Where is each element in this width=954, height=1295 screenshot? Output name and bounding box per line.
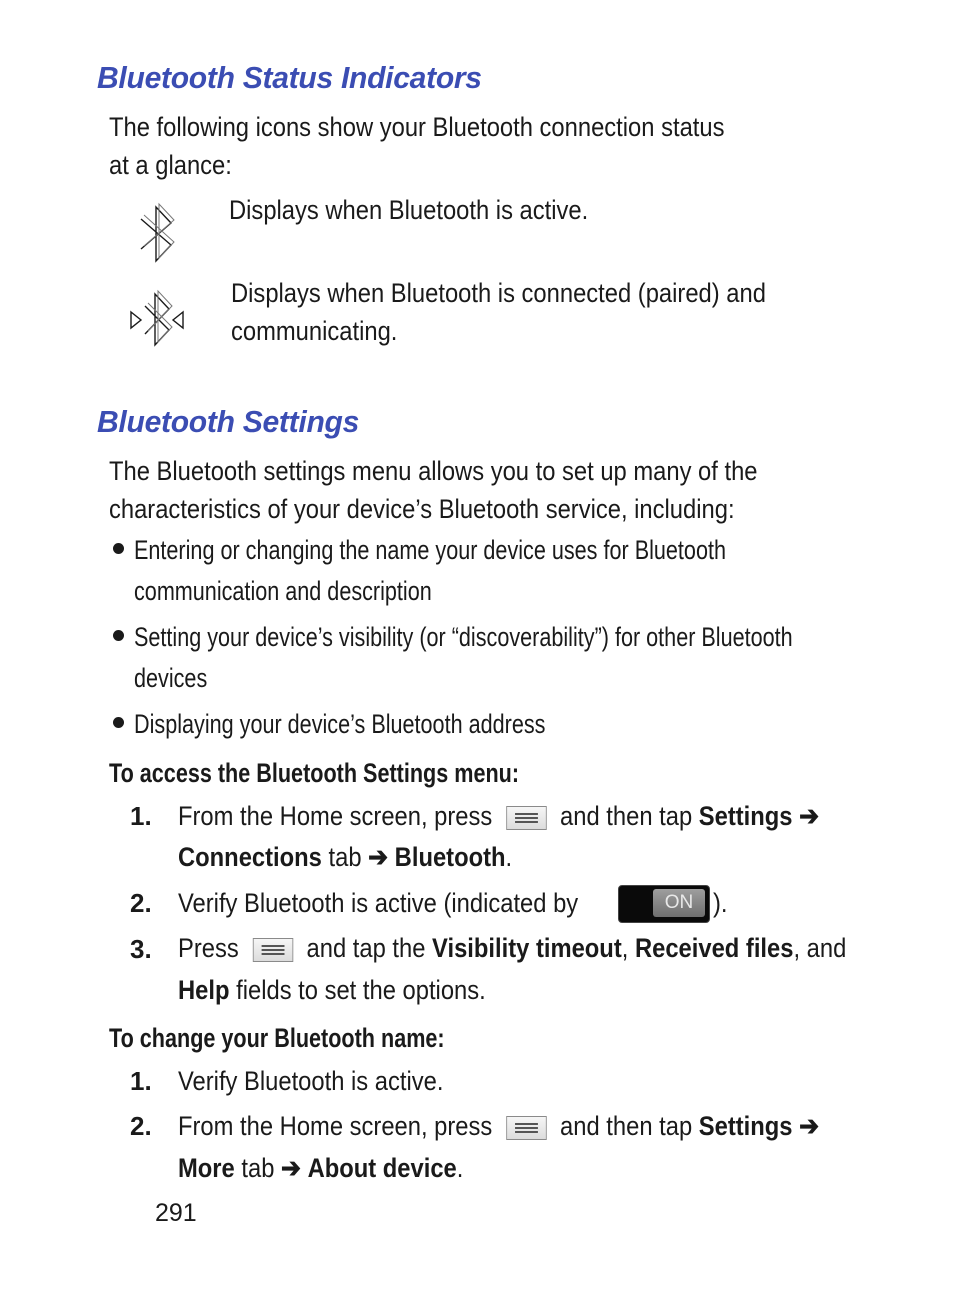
rename-procedure-lead: To change your Bluetooth name: [109, 1023, 445, 1053]
access-step-1-line-1: From the Home screen, press and then tap Settings ➔ [178, 801, 820, 831]
bullet-3-line-1: Displaying your device’s Bluetooth address [134, 709, 546, 739]
step-number: 1. [130, 801, 152, 831]
step-number: 1. [130, 1066, 152, 1096]
section-heading-status-indicators: Bluetooth Status Indicators [97, 60, 482, 95]
access-step-1-line-2: Connections tab ➔ Bluetooth. [178, 842, 513, 872]
bluetooth-connected-icon [127, 288, 187, 354]
step-number: 2. [130, 1111, 152, 1141]
bullet-2-line-1: Setting your device’s visibility (or “discoverability”) for other Bluetooth [134, 622, 793, 652]
rename-step-2-line-1: From the Home screen, press and then tap Settings ➔ [178, 1111, 820, 1141]
menu-key-icon [506, 806, 546, 830]
indicator-2-text-line-2: communicating. [231, 316, 398, 346]
access-step-2-text: Verify Bluetooth is active (indicated by [178, 888, 579, 918]
indicator-1-text: Displays when Bluetooth is active. [229, 195, 589, 225]
settings-intro-line-1: The Bluetooth settings menu allows you to set up many of the [109, 456, 758, 486]
menu-key-icon [506, 1116, 546, 1140]
bluetooth-on-toggle-icon [618, 885, 710, 923]
access-step-3-line-1: Press and tap the Visibility timeout, Received files, and [178, 933, 847, 963]
bullet-2-line-2: devices [134, 663, 208, 693]
rename-step-2-line-2: More tab ➔ About device. [178, 1153, 464, 1183]
access-procedure-lead: To access the Bluetooth Settings menu: [109, 758, 520, 788]
bullet-icon [113, 630, 124, 641]
bullet-icon [113, 717, 124, 728]
section-heading-bluetooth-settings: Bluetooth Settings [97, 404, 360, 439]
toggle-label: ON [653, 889, 705, 917]
indicator-2-text-line-1: Displays when Bluetooth is connected (paired) and [231, 278, 766, 308]
bullet-1-line-2: communication and description [134, 576, 432, 606]
page-number: 291 [155, 1199, 197, 1227]
step-number: 3. [130, 934, 152, 964]
bullet-icon [113, 543, 124, 554]
bullet-1-line-1: Entering or changing the name your device uses for Bluetooth [134, 535, 726, 565]
settings-intro-line-2: characteristics of your device’s Bluetooth service, including: [109, 494, 735, 524]
bluetooth-active-icon [135, 201, 179, 267]
intro-line-2: at a glance: [109, 150, 232, 180]
intro-line-1: The following icons show your Bluetooth connection status [109, 112, 725, 142]
step-number: 2. [130, 888, 152, 918]
access-step-2-close: ). [713, 888, 728, 918]
menu-key-icon [252, 938, 292, 962]
access-step-3-line-2: Help fields to set the options. [178, 975, 486, 1005]
rename-step-1-text: Verify Bluetooth is active. [178, 1066, 444, 1096]
